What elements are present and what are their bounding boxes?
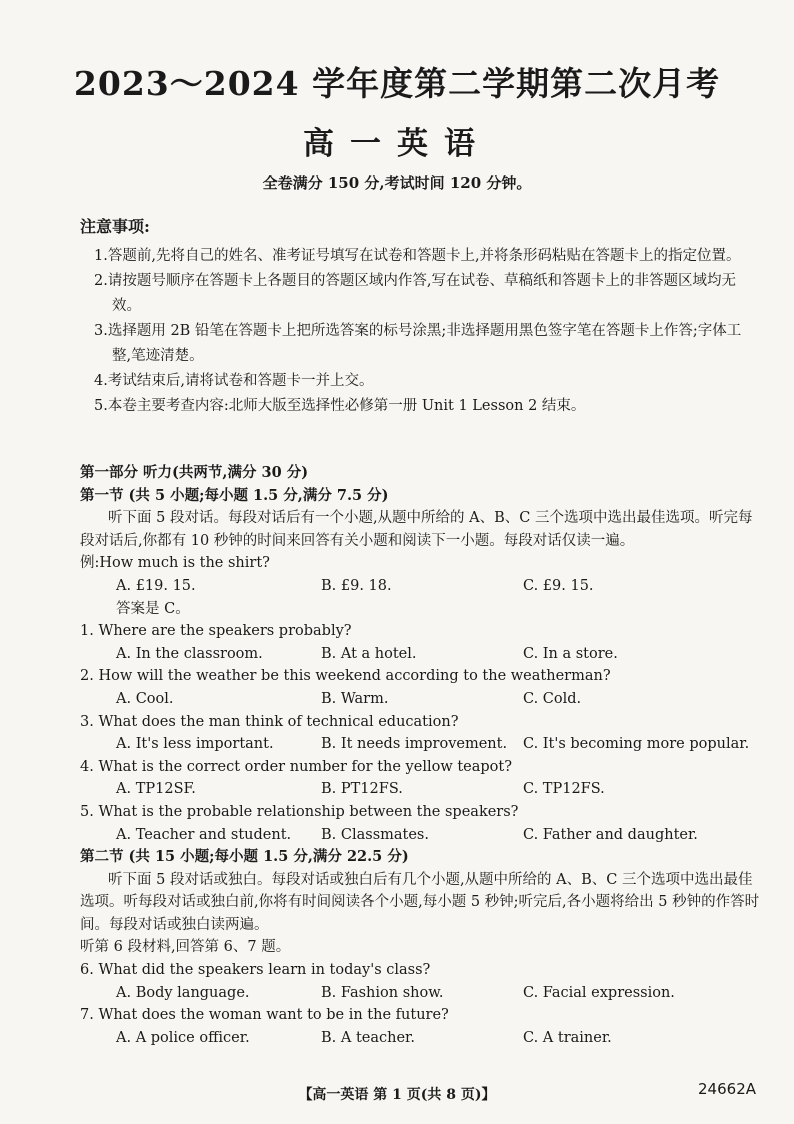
option-b: B. A teacher. [321, 1029, 415, 1046]
exam-title: 2023～2024 学年度第二学期第二次月考 [73, 64, 721, 103]
option-b: B. PT12FS. [321, 781, 403, 798]
question-options [80, 733, 760, 756]
exam-subject: 高一英语 [303, 126, 491, 162]
notice-item: 5.本卷主要考查内容:北师大版至选择性必修第一册 Unit 1 Lesson 2 结束。 [94, 398, 586, 414]
option-b: B. £9. 18. [321, 577, 392, 594]
option-c: C. It's becoming more popular. [523, 736, 750, 753]
option-c: C. Father and daughter. [523, 826, 698, 843]
notice-item: 2.请按题号顺序在答题卡上各题目的答题区域内作答,写在试卷、草稿纸和答题卡上的非答题区域均无效。 [94, 273, 736, 314]
notice-item: 4.考试结束后,请将试卷和答题卡一并上交。 [94, 373, 374, 389]
question: 4. What is the correct order number for the yellow teapot? [80, 758, 513, 775]
notice-heading: 注意事项: [80, 217, 150, 236]
option-b: B. Classmates. [321, 826, 429, 843]
example-answer: 答案是 C。 [116, 600, 190, 617]
option-b: B. Warm. [321, 690, 389, 707]
notice-item: 1.答题前,先将自己的姓名、准考证号填写在试卷和答题卡上,并将条形码粘贴在答题卡上的指定位置。 [94, 248, 741, 264]
example-question: 例:How much is the shirt? [80, 555, 270, 572]
option-b: B. Fashion show. [321, 984, 444, 1001]
section1-instructions: 听下面 5 段对话。每段对话后有一个小题,从题中所给的 A、B、C 三个选项中选出最佳选项。听完每段对话后,你都有 10 秒钟的时间来回答有关小题和阅读下一小题。每段对话仅读一遍。 [80, 510, 753, 549]
option-c: C. A trainer. [523, 1029, 612, 1046]
question: 7. What does the woman want to be in the future? [80, 1007, 449, 1024]
option-b: B. At a hotel. [321, 645, 417, 662]
option-b: B. It needs improvement. [321, 736, 508, 753]
page-footer: 【高一英语 第 1 页(共 8 页)】 [298, 1087, 496, 1103]
material-note: 听第 6 段材料,回答第 6、7 题。 [80, 939, 291, 956]
section2-instructions: 听下面 5 段对话或独白。每段对话或独白后有几个小题,从题中所给的 A、B、C 三个选项中选出最佳选项。听每段对话或独白前,你将有时间阅读各个小题,每小题 5 秒钟;听完后,各小题将给出 5 秒钟的作答时间。每段对话或独白读两遍。 [80, 871, 760, 933]
section2-heading: 第二节 (共 15 小题;每小题 1.5 分,满分 22.5 分) [80, 848, 409, 866]
listening-part [80, 462, 760, 1049]
question: 3. What does the man think of technical education? [80, 713, 459, 730]
exam-meta: 全卷满分 150 分,考试时间 120 分钟。 [262, 174, 532, 192]
notice-item: 3.选择题用 2B 铅笔在答题卡上把所选答案的标号涂黑;非选择题用黑色签字笔在答题卡上作答;字体工整,笔迹清楚。 [94, 323, 742, 364]
option-c: C. In a store. [523, 645, 618, 662]
example-options [80, 575, 760, 598]
option-c: C. £9. 15. [523, 577, 594, 594]
part-heading: 第一部分 听力(共两节,满分 30 分) [80, 464, 309, 481]
question-options [80, 643, 760, 666]
option-c: C. Cold. [523, 690, 582, 707]
option-a: A. A police officer. [116, 1029, 250, 1046]
question: 5. What is the probable relationship between the speakers? [80, 803, 519, 820]
question: 1. Where are the speakers probably? [80, 623, 352, 640]
section1-heading: 第一节 (共 5 小题;每小题 1.5 分,满分 7.5 分) [80, 486, 389, 504]
paper-code: 24662A [698, 1080, 756, 1098]
question: 6. What did the speakers learn in today's class? [80, 962, 431, 979]
option-a: A. Teacher and student. [116, 826, 292, 843]
question-options [80, 778, 760, 801]
option-c: C. Facial expression. [523, 984, 675, 1001]
option-a: A. TP12SF. [116, 781, 196, 798]
question: 2. How will the weather be this weekend according to the weatherman? [80, 668, 611, 685]
option-c: C. TP12FS. [523, 781, 605, 798]
question-options [80, 824, 760, 847]
option-a: A. Cool. [116, 690, 174, 707]
option-a: A. It's less important. [116, 736, 274, 753]
question-options [80, 1027, 760, 1050]
option-a: A. £19. 15. [116, 577, 196, 594]
question-options [80, 688, 760, 711]
question-options [80, 982, 760, 1005]
notice-list [80, 244, 760, 419]
option-a: A. In the classroom. [116, 645, 263, 662]
option-a: A. Body language. [116, 984, 250, 1001]
